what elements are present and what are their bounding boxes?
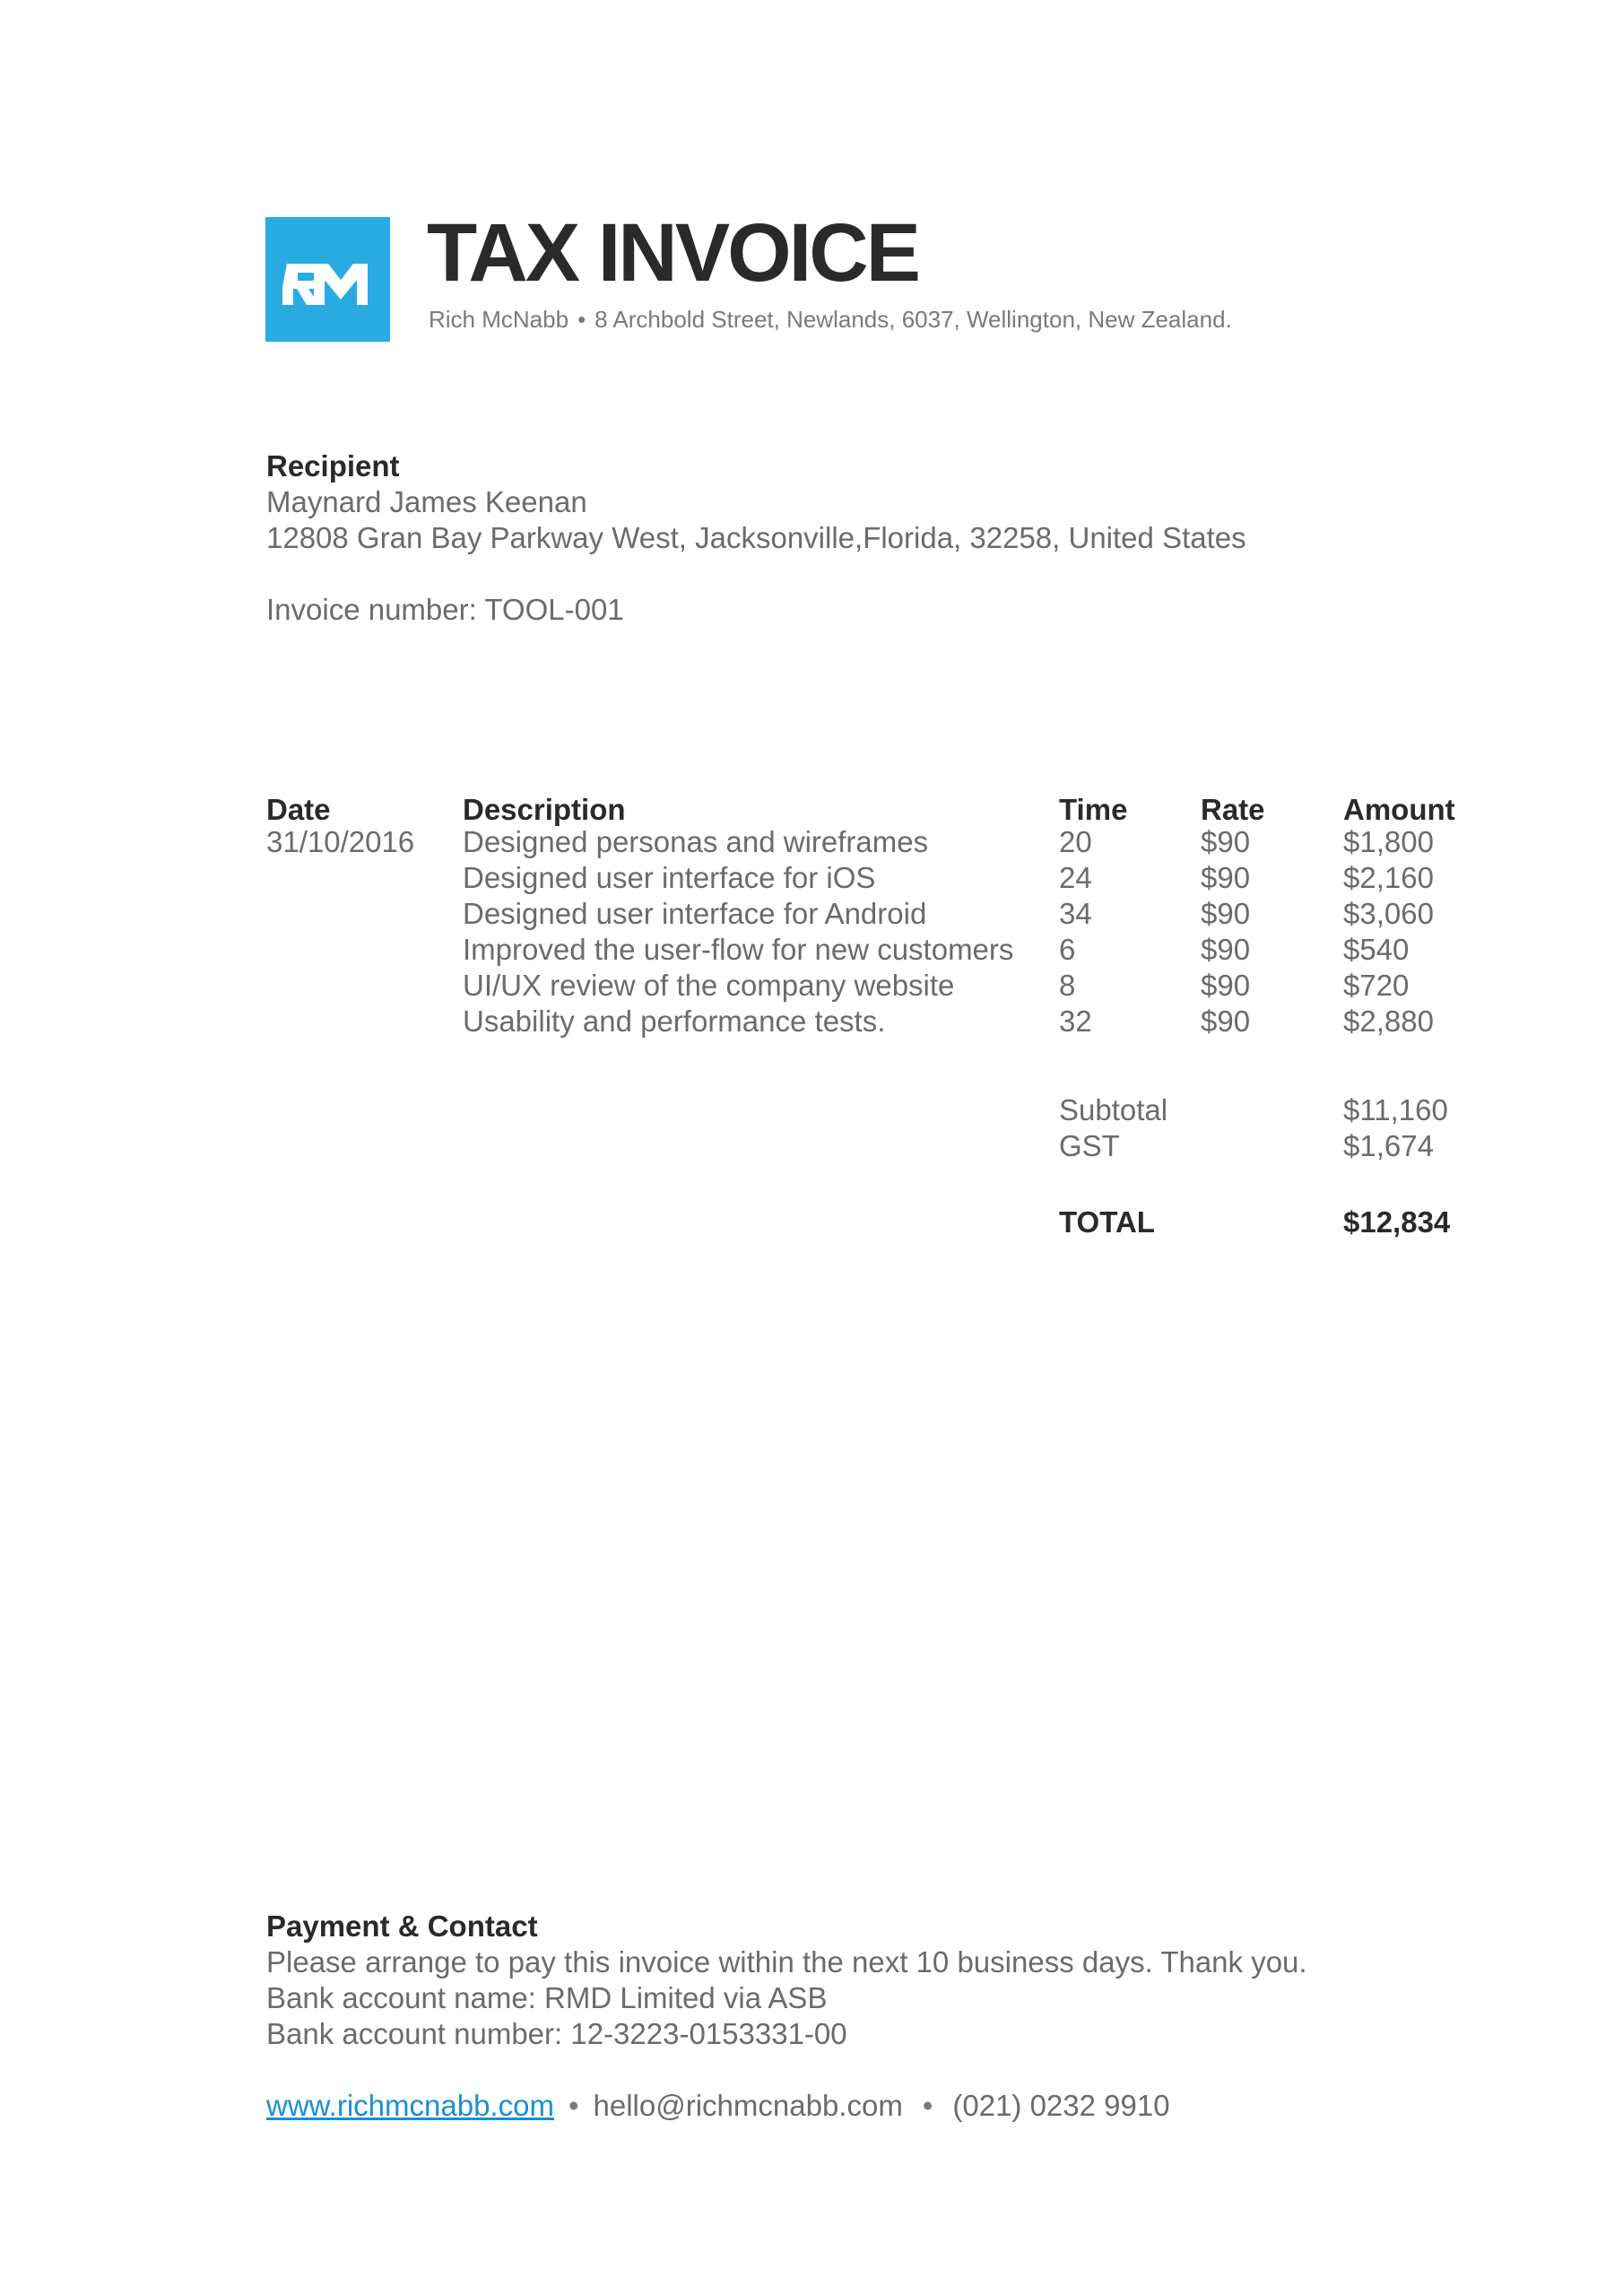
table-row-description: UI/UX review of the company website	[463, 969, 955, 1002]
table-row-description: Designed user interface for iOS	[463, 861, 876, 894]
description-column	[463, 824, 1013, 1039]
table-row-amount: $720	[1343, 969, 1410, 1002]
header-amount: Amount	[1343, 793, 1455, 826]
payment-terms: Please arrange to pay this invoice within the next 10 business days. Thank you.	[266, 1945, 1307, 1979]
subtotal-label: Subtotal	[1059, 1093, 1168, 1126]
table-row-amount: $540	[1343, 933, 1410, 966]
contact-phone: (021) 0232 9910	[952, 2089, 1170, 2122]
header-rate: Rate	[1201, 793, 1265, 826]
total-label: TOTAL	[1059, 1205, 1155, 1239]
recipient-label: Recipient	[266, 449, 400, 483]
table-row-description: Improved the user-flow for new customers	[463, 933, 1014, 966]
contact-email: hello@richmcnabb.com	[593, 2089, 903, 2122]
gst-value: $1,674	[1343, 1129, 1434, 1162]
table-row-description: Usability and performance tests.	[463, 1004, 886, 1038]
sender-line	[429, 308, 1232, 331]
header-date: Date	[266, 793, 331, 826]
table-row-amount: $3,060	[1343, 897, 1434, 930]
table-row-rate: $90	[1201, 969, 1251, 1002]
table-row-amount: $2,880	[1343, 1004, 1434, 1038]
table-row-time: 8	[1059, 969, 1076, 1002]
table-row-time: 20	[1059, 825, 1092, 858]
recipient-name: Maynard James Keenan	[266, 485, 587, 518]
invoice-date: 31/10/2016	[266, 825, 415, 858]
separator-dot: •	[568, 2089, 579, 2122]
contact-line	[266, 2091, 1170, 2120]
table-row-time: 6	[1059, 933, 1076, 966]
table-row-time: 24	[1059, 861, 1092, 894]
table-row-rate: $90	[1201, 1004, 1251, 1038]
total-value: $12,834	[1343, 1205, 1451, 1239]
sender-name: Rich McNabb	[429, 306, 569, 333]
page-title: TAX INVOICE	[427, 207, 919, 299]
brand-logo	[265, 217, 390, 342]
bank-account-name: Bank account name: RMD Limited via ASB	[266, 1981, 828, 2014]
table-row-time: 32	[1059, 1004, 1092, 1038]
amount-column	[1343, 824, 1434, 1039]
time-column	[1059, 824, 1092, 1039]
table-row-description: Designed user interface for Android	[463, 897, 927, 930]
subtotal-value: $11,160	[1343, 1093, 1448, 1126]
separator-dot: •	[577, 306, 586, 333]
invoice-number: Invoice number: TOOL-001	[266, 593, 624, 626]
website-link[interactable]: www.richmcnabb.com	[266, 2089, 554, 2122]
header-time: Time	[1059, 793, 1128, 826]
table-row-rate: $90	[1201, 897, 1251, 930]
separator-dot: •	[922, 2089, 933, 2122]
header-description: Description	[463, 793, 626, 826]
payment-contact-label: Payment & Contact	[266, 1909, 538, 1943]
gst-label: GST	[1059, 1129, 1120, 1162]
table-row-rate: $90	[1201, 861, 1251, 894]
table-row-time: 34	[1059, 897, 1092, 930]
rm-logo-icon	[265, 217, 390, 342]
table-row-rate: $90	[1201, 933, 1251, 966]
table-row-rate: $90	[1201, 825, 1251, 858]
sender-address: 8 Archbold Street, Newlands, 6037, Wellington, New Zealand.	[595, 306, 1232, 333]
table-row-amount: $1,800	[1343, 825, 1434, 858]
bank-account-number: Bank account number: 12-3223-0153331-00	[266, 2017, 847, 2050]
table-row-description: Designed personas and wireframes	[463, 825, 929, 858]
recipient-address: 12808 Gran Bay Parkway West, Jacksonville,Florida, 32258, United States	[266, 521, 1246, 554]
table-row-amount: $2,160	[1343, 861, 1434, 894]
rate-column	[1201, 824, 1250, 1039]
